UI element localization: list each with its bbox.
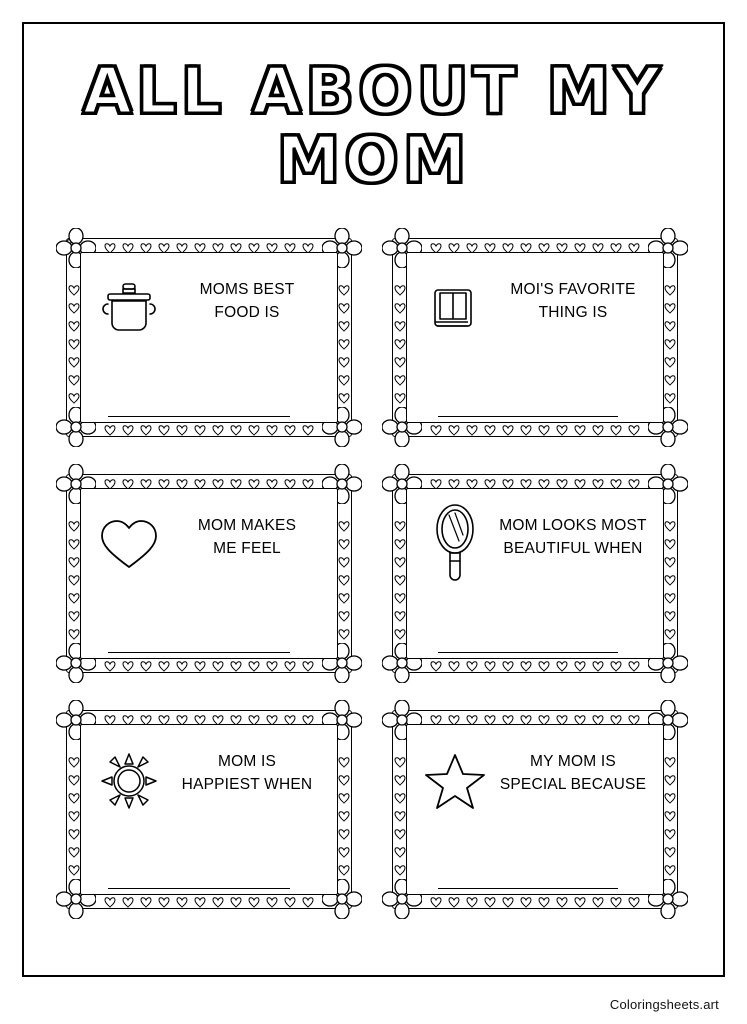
answer-write-line[interactable] [438,888,618,889]
page-title-line-1: ALL ABOUT MY [82,55,665,129]
card-prompt-text [168,502,326,561]
card-prompt-text [168,738,326,797]
hand-mirror-icon [416,502,494,588]
answer-write-line[interactable] [438,652,618,653]
card-prompt-line-2: SPECIAL BECAUSE [499,776,647,794]
card-prompt-line-1: MY MOM IS [530,753,616,770]
page-title [40,55,707,198]
site-credit: Coloringsheets.art [609,997,719,1012]
card-prompt-text [168,266,326,325]
card-prompt-line-1: MOI'S FAVORITE [510,281,636,298]
answer-write-line[interactable] [108,888,290,889]
card-prompt-line-1: MOM IS [217,753,277,770]
card-prompt-line-1: MOM MAKES [197,517,297,534]
page-title-line-2: MOM [276,123,471,198]
card-prompt-line-2: THING IS [538,304,608,322]
sun-icon [90,738,168,824]
star-icon [416,738,494,824]
prompt-card [56,700,362,919]
prompt-card [56,228,362,447]
card-prompt-line-2: HAPPIEST WHEN [181,776,313,794]
book-icon [416,266,494,352]
card-prompt-line-2: FOOD IS [214,304,280,322]
prompt-card [56,464,362,683]
card-prompt-line-1: MOMS BEST [199,281,295,298]
cooking-pot-icon [90,266,168,352]
prompt-card [382,700,688,919]
card-prompt-text [494,266,652,325]
card-prompt-line-1: MOM LOOKS MOST [499,517,647,534]
prompt-card [382,228,688,447]
prompt-card-grid [56,228,688,919]
card-prompt-text [494,738,652,797]
answer-write-line[interactable] [438,416,618,417]
heart-icon [90,502,168,588]
card-prompt-line-2: ME FEEL [213,540,281,558]
card-prompt-text [494,502,652,561]
card-prompt-line-2: BEAUTIFUL WHEN [503,540,643,558]
answer-write-line[interactable] [108,416,290,417]
answer-write-line[interactable] [108,652,290,653]
prompt-card [382,464,688,683]
